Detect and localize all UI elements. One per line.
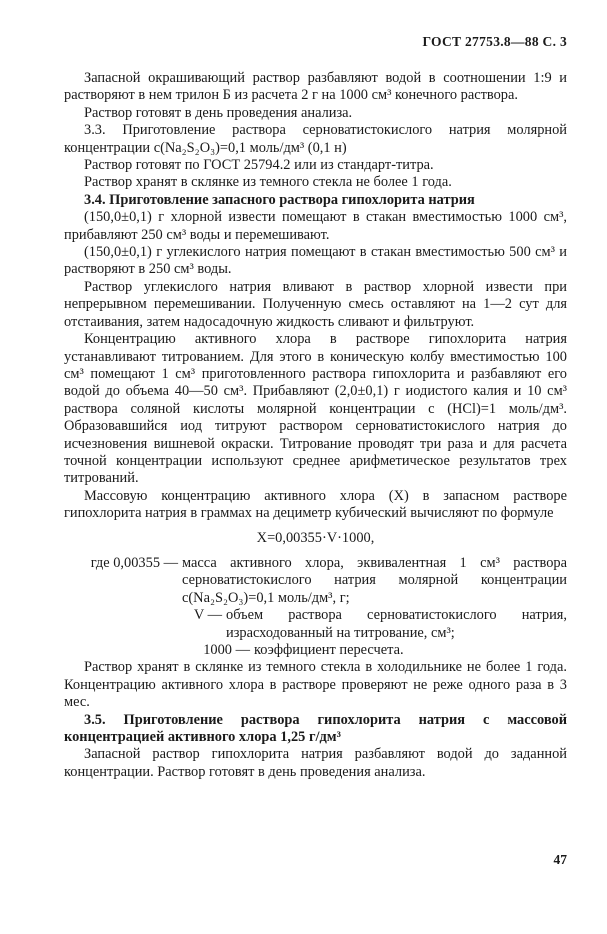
definition-row: [64, 642, 567, 659]
paragraph: Массовую концентрацию активного хлора (X) в запасном растворе гипохлорита натрия в граммах на дециметр кубический вычисляют по формуле: [64, 487, 567, 522]
section-3-5-heading: 3.5. Приготовление раствора гипохлорита натрия с массовой концентрацией активного хлора 1,25 г/дм³: [64, 711, 567, 746]
definition-row: [64, 555, 567, 607]
paragraph: (150,0±0,1) г хлорной извести помещают в стакан вместимостью 1000 см³, прибавляют 250 см³ воды и перемешивают.: [64, 209, 567, 243]
section-3-4-heading: 3.4. Приготовление запасного раствора гипохлорита натрия: [84, 191, 475, 208]
paragraph: Запасной окрашивающий раствор разбавляют водой в соотношении 1:9 и растворяют в нем трилон Б из расчета 2 г на 1000 см³ конечного раствора.: [64, 70, 567, 104]
definition-text: масса активного хлора, эквивалентная 1 см³ раствора серноватистокислого натрия молярной концентрации c(Na₂S₂O₃)=0,1 моль/дм³, г;: [182, 554, 567, 606]
paragraph: Раствор готовят по ГОСТ 25794.2 или из стандарт-титра.: [84, 157, 434, 174]
paragraph: Раствор готовят в день проведения анализа.: [84, 104, 353, 121]
definition-text: коэффициент пересчета.: [254, 642, 404, 658]
definition-row: [64, 607, 567, 642]
formula: X=0,00355·V·1000,: [256, 529, 375, 546]
paragraph: Концентрацию активного хлора в растворе гипохлорита натрия устанавливают титрованием. Для этого в коническую колбу вместимостью 100 см³ помещают 1 см³ приготовленного раствора гипохлорита и разбавляют его водой до объема 40—50 см³. Прибавляют (2,0±0,1) г иодистого калия и 10 см³ раствора соляной кислоты молярной концентрации c (HCl)=1 моль/дм³. Образовавшийся иод титруют раствором серноватистокислого натрия до исчезновения вишневой окраски. Титрование проводят три раза и для расчета точной концентрации используют среднее арифметическое результатов трех титрований.: [64, 331, 567, 487]
paragraph: Раствор углекислого натрия вливают в раствор хлорной извести при непрерывном перемешивании. Полученную смесь оставляют на 1—2 сут для отстаивания, затем надосадочную жидкость сливают и фильтруют.: [64, 278, 567, 330]
formula-definitions: [64, 555, 567, 659]
definition-text: объем раствора серноватистокислого натрия, израсходованный на титрование, см³;: [226, 607, 567, 641]
paragraph: Запасной раствор гипохлорита натрия разбавляют водой до заданной концентрации. Раствор готовят в день проведения анализа.: [64, 746, 567, 780]
document-body: [64, 70, 567, 781]
page-header-gost: ГОСТ 27753.8—88 С. 3: [422, 34, 567, 49]
definition-label: 1000 —: [203, 642, 250, 658]
paragraph: (150,0±0,1) г углекислого натрия помещают в стакан вместимостью 500 см³ и растворяют в 250 см³ воды.: [64, 244, 567, 278]
section-3-3-heading: 3.3. Приготовление раствора серноватистокислого натрия молярной концентрации c(Na₂S₂O₃)=0,1 моль/дм³ (0,1 н): [64, 122, 567, 156]
definition-label: V —: [193, 607, 222, 624]
page-number: 47: [553, 852, 567, 867]
paragraph: Раствор хранят в склянке из темного стекла не более 1 года.: [84, 174, 452, 191]
definition-label: где 0,00355 —: [90, 554, 178, 571]
paragraph: Раствор хранят в склянке из темного стекла в холодильнике не более 1 года. Концентрацию активного хлора в растворе проверяют не реже одного раза в 3 мес.: [64, 659, 567, 711]
